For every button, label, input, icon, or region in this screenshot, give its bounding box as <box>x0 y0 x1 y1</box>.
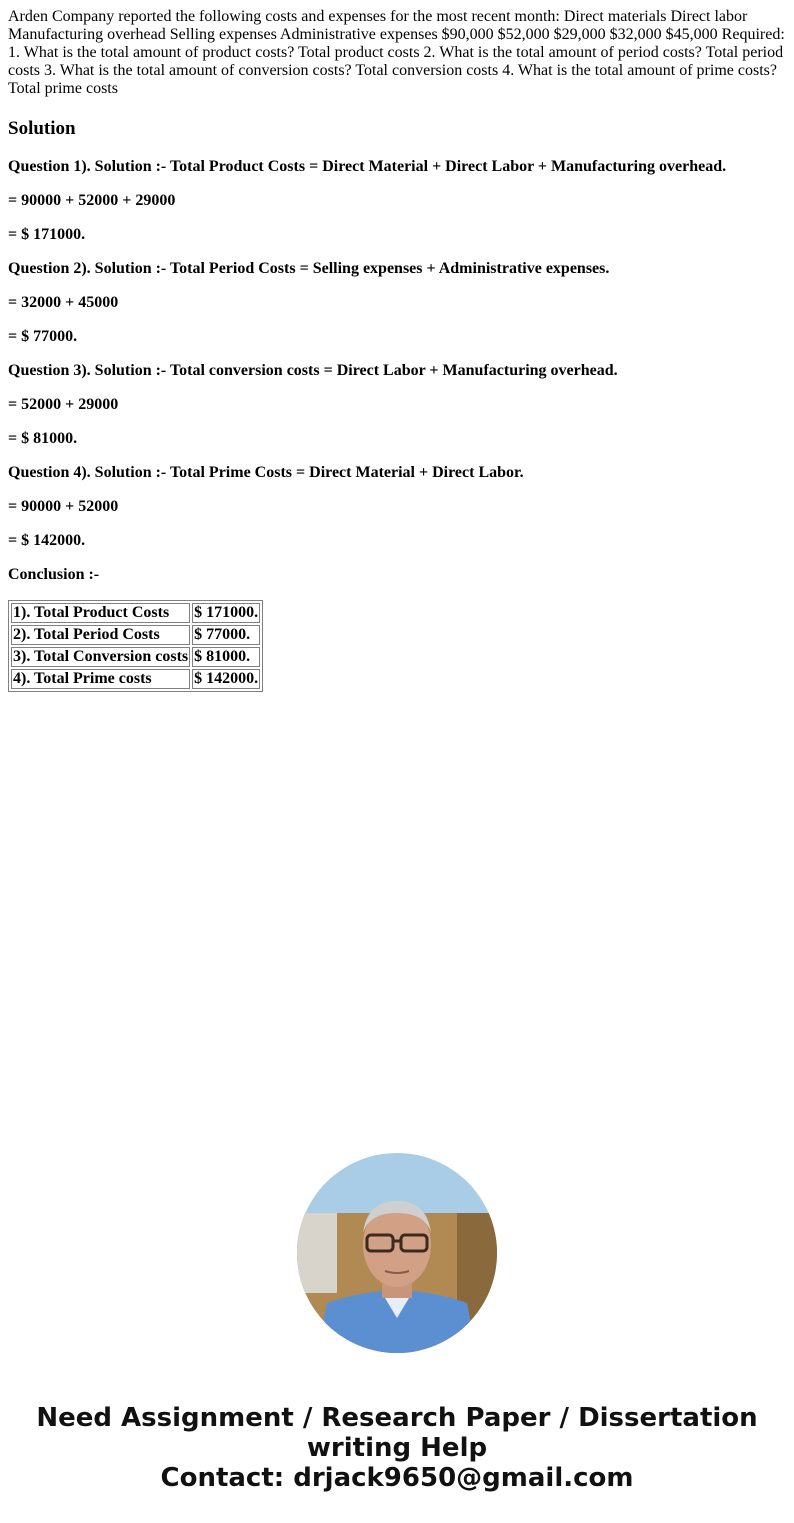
promo-line: Need Assignment / Research Paper / Dissertation <box>36 1403 758 1433</box>
promo-contact: Contact: drjack9650@gmail.com <box>160 1463 634 1493</box>
solution-step: = $ 142000. <box>8 532 86 549</box>
row-value: $ 77000. <box>192 625 260 645</box>
document-content <box>8 8 786 692</box>
solution-step: = 90000 + 52000 <box>8 498 119 515</box>
row-value: $ 171000. <box>194 604 259 621</box>
solution-heading: Solution <box>8 118 76 139</box>
solution-step: Question 4). Solution :- Total Prime Costs = Direct Material + Direct Labor. <box>8 464 524 481</box>
solution-step: = 90000 + 52000 + 29000 <box>8 192 176 209</box>
table-row <box>11 647 260 667</box>
solution-step: = $ 171000. <box>8 226 86 243</box>
solution-step: Question 3). Solution :- Total conversion costs = Direct Labor + Manufacturing overhead. <box>8 362 618 379</box>
row-label: 2). Total Period Costs <box>11 625 190 645</box>
solution-step: = $ 81000. <box>8 430 78 447</box>
solution-step: = $ 77000. <box>8 328 78 345</box>
conclusion-heading: Conclusion :- <box>8 566 100 583</box>
solution-step: Question 1). Solution :- Total Product Costs = Direct Material + Direct Labor + Manufacturing overhead. <box>8 158 727 175</box>
promo-banner <box>0 1403 794 1493</box>
solution-step: = 52000 + 29000 <box>8 396 119 413</box>
solution-step: = 32000 + 45000 <box>8 294 119 311</box>
promo-line: writing Help <box>306 1433 488 1463</box>
table-row <box>11 625 260 645</box>
question-text: Arden Company reported the following costs and expenses for the most recent month: Direct materials Direct labor Manufacturing overhead Selling expenses Administrative expenses $90,000 $52,000 $29,000 $32,000 $45,000 Required: 1. What is the total amount of product costs? Total product costs 2. What is the total amount of period costs? Total period costs 3. What is the total amount of conversion costs? Total conversion costs 4. What is the total amount of prime costs? Total prime costs <box>8 8 785 97</box>
table-row <box>11 603 260 623</box>
row-value: $ 81000. <box>192 647 260 667</box>
avatar <box>297 1153 497 1353</box>
table-row <box>11 669 260 689</box>
row-value: $ 142000. <box>194 670 259 687</box>
row-label: 4). Total Prime costs <box>11 669 190 689</box>
solution-step: Question 2). Solution :- Total Period Costs = Selling expenses + Administrative expenses. <box>8 260 610 277</box>
profile-photo <box>297 1153 497 1353</box>
conclusion-table <box>8 600 263 692</box>
row-label: 3). Total Conversion costs <box>13 648 189 665</box>
row-label: 1). Total Product Costs <box>11 603 190 623</box>
